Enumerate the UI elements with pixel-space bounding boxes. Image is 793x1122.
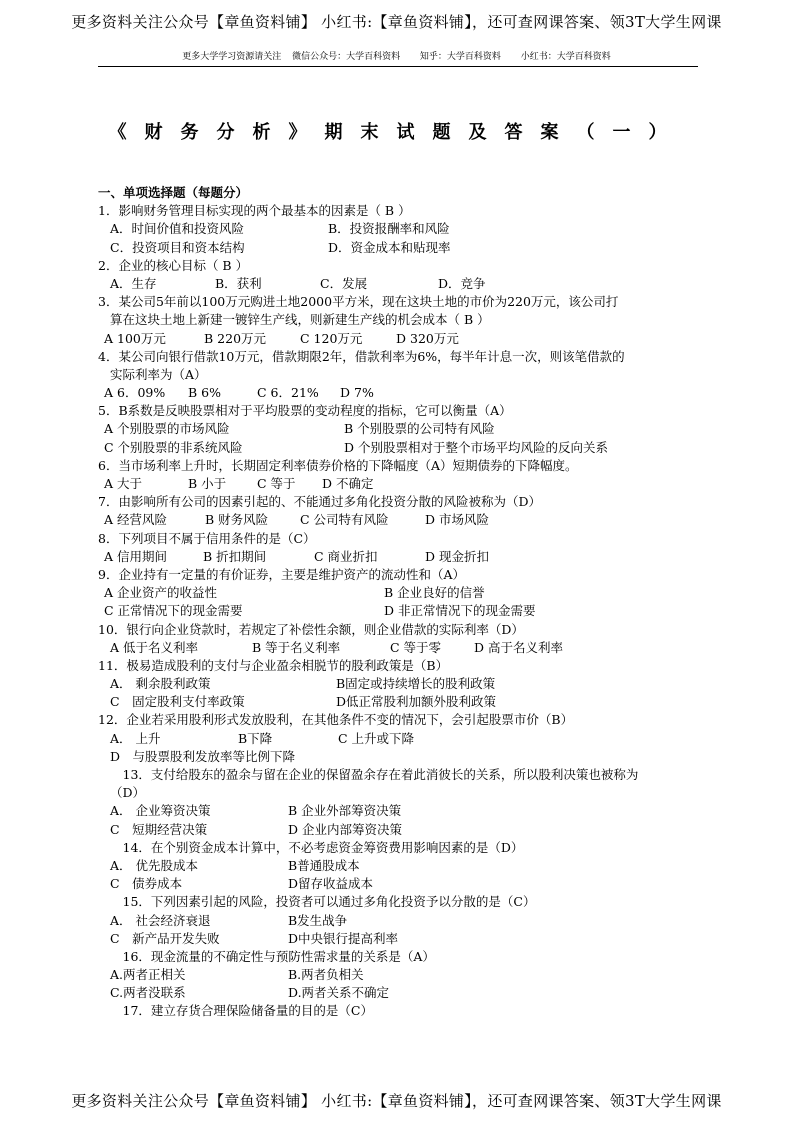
answer-option: D 现金折扣 <box>425 548 489 564</box>
answer-option: A 低于名义利率 <box>110 639 199 655</box>
question-line <box>0 275 793 293</box>
question-line <box>0 239 793 257</box>
answer-option: D 个别股票相对于整个市场平均风险的反向关系 <box>344 439 608 455</box>
line-text: 8．下列项目不属于信用条件的是（C） <box>98 530 316 546</box>
answer-option: B 企业良好的信誉 <box>384 585 485 601</box>
answer-option: B 6% <box>188 385 221 401</box>
answer-option: D中央银行提高利率 <box>288 930 399 946</box>
question-line <box>0 566 793 584</box>
line-text: 15．下列因素引起的风险，投资者可以通过多角化投资予以分散的是（C） <box>110 894 536 910</box>
question-line <box>0 930 793 948</box>
question-line <box>0 402 793 420</box>
header-divider <box>98 66 698 67</box>
section-heading <box>0 184 793 202</box>
answer-option: D 市场风险 <box>425 512 489 528</box>
question-line <box>0 348 793 366</box>
exam-content <box>0 184 793 1021</box>
line-text: 2．企业的核心目标（ B ） <box>98 257 249 273</box>
line-text: 11．极易造成股利的支付与企业盈余相脱节的股利政策是（B） <box>98 657 449 673</box>
promo-banner-top: 更多资料关注公众号【章鱼资料铺】 小红书:【章鱼资料铺】，还可查网课答案、领3T大学生网课 <box>71 13 722 31</box>
line-text: D 与股票股利发放率等比例下降 <box>110 748 296 764</box>
answer-option: C 固定股利支付率政策 <box>110 694 245 710</box>
question-line <box>0 893 793 911</box>
answer-option: A 信用期间 <box>104 548 168 564</box>
answer-option: C．投资项目和资本结构 <box>110 239 245 255</box>
question-line <box>0 602 793 620</box>
line-text: 5．Β系数是反映股票相对于平均股票的变动程度的指标，它可以衡量（A） <box>98 403 512 419</box>
answer-option: B．获利 <box>215 275 262 291</box>
question-line <box>0 293 793 311</box>
answer-option: C 等于零 <box>390 639 442 655</box>
question-line <box>0 511 793 529</box>
line-text: 13．支付给股东的盈余与留在企业的保留盈余存在着此消彼长的关系，所以股利决策也被称为 <box>110 767 639 782</box>
question-line <box>0 530 793 548</box>
answer-option: C 等于 <box>257 476 296 491</box>
answer-option: A.两者正相关 <box>110 967 186 983</box>
line-text: 16．现金流量的不确定性与预防性需求量的关系是（A） <box>110 948 435 964</box>
question-line <box>0 675 793 693</box>
question-line <box>0 330 793 348</box>
line-text: 9．企业持有一定量的有价证券，主要是维护资产的流动性和（A） <box>98 566 465 582</box>
line-text: 14．在个别资金成本计算中，不必考虑资金筹资费用影响因素的是（D） <box>110 839 524 855</box>
answer-option: B．投资报酬率和风险 <box>328 221 450 237</box>
question-line <box>0 621 793 639</box>
answer-option: A． 社会经济衰退 <box>110 912 211 928</box>
question-line <box>0 439 793 457</box>
answer-option: B 220万元 <box>204 330 267 346</box>
answer-option: D 非正常情况下的现金需要 <box>384 603 536 619</box>
answer-option: D低正常股利加额外股利政策 <box>336 694 497 710</box>
question-line <box>0 711 793 729</box>
answer-option: D．竞争 <box>438 275 486 291</box>
answer-option: C 上升或下降 <box>338 730 415 746</box>
answer-option: C 短期经营决策 <box>110 821 208 837</box>
answer-option: C 商业折扣 <box>314 548 378 564</box>
question-line <box>0 748 793 766</box>
answer-option: A 100万元 <box>104 330 166 346</box>
question-line <box>0 984 793 1002</box>
question-line <box>0 657 793 675</box>
question-line <box>0 766 793 784</box>
answer-option: B 小于 <box>188 476 227 491</box>
answer-option: C 120万元 <box>300 330 363 346</box>
answer-option: C 公司特有风险 <box>300 512 389 528</box>
answer-option: D．资金成本和贴现率 <box>328 239 451 255</box>
line-text: 实际利率为（A） <box>110 366 207 382</box>
line-text: 1．影响财务管理目标实现的两个最基本的因素是（ B ） <box>98 203 411 219</box>
answer-option: A 个别股票的市场风险 <box>104 421 230 437</box>
question-line <box>0 493 793 511</box>
answer-option: A 企业资产的收益性 <box>104 585 218 601</box>
answer-option: A．时间价值和投资风险 <box>110 221 245 237</box>
question-line <box>0 257 793 275</box>
answer-option: B下降 <box>238 730 273 746</box>
question-line <box>0 966 793 984</box>
answer-option: B 折扣期间 <box>203 548 267 564</box>
answer-option: D 高于名义利率 <box>474 639 563 655</box>
question-line <box>0 821 793 839</box>
line-text: 7．由影响所有公司的因素引起的、不能通过多角化投资分散的风险被称为（D） <box>98 494 541 510</box>
question-line <box>0 912 793 930</box>
line-text: 3．某公司5年前以100万元购进土地2000平方米，现在这块土地的市价为220万元，该公司打 <box>98 294 619 310</box>
question-line <box>0 693 793 711</box>
answer-option: B普通股成本 <box>288 857 360 873</box>
line-text: （D） <box>110 785 146 801</box>
answer-option: D 企业内部筹资决策 <box>288 821 402 837</box>
line-text: 12．企业若采用股利形式发放股利，在其他条件不变的情况下，会引起股票市价（B） <box>98 712 574 728</box>
question-line <box>0 475 793 493</box>
answer-option: B 个别股票的公司特有风险 <box>344 421 495 437</box>
answer-option: A．生存 <box>110 275 157 291</box>
answer-option: D 不确定 <box>322 476 374 491</box>
answer-option: B 等于名义利率 <box>252 639 341 655</box>
answer-option: D留存收益成本 <box>288 876 374 892</box>
answer-option: C 正常情况下的现金需要 <box>104 603 243 619</box>
answer-option: D.两者关系不确定 <box>288 985 390 1001</box>
answer-option: B 企业外部筹资决策 <box>288 803 402 819</box>
answer-option: B发生战争 <box>288 912 348 928</box>
question-line <box>0 839 793 857</box>
question-line <box>0 730 793 748</box>
answer-option: C 新产品开发失败 <box>110 930 220 946</box>
question-line <box>0 802 793 820</box>
question-line <box>0 857 793 875</box>
question-line <box>0 420 793 438</box>
line-text: 算在这块土地上新建一镀锌生产线，则新建生产线的机会成本（ B ） <box>110 312 490 328</box>
answer-option: D 7% <box>340 385 374 401</box>
line-text: 10．银行向企业贷款时，若规定了补偿性余额，则企业借款的实际利率（D） <box>98 621 524 637</box>
line-text: 一、单项选择题（每题分） <box>98 185 249 200</box>
answer-option: C 6．21% <box>257 385 319 401</box>
question-line <box>0 548 793 566</box>
question-line <box>0 220 793 238</box>
answer-option: A 经营风险 <box>104 512 168 528</box>
question-line <box>0 202 793 220</box>
question-line <box>0 366 793 384</box>
line-text: 17．建立存货合理保险储备量的目的是（C） <box>110 1003 373 1019</box>
question-line <box>0 584 793 602</box>
answer-option: C.两者没联系 <box>110 985 186 1001</box>
question-line <box>0 1002 793 1020</box>
answer-option: B.两者负相关 <box>288 967 364 983</box>
question-line <box>0 384 793 402</box>
answer-option: D 320万元 <box>396 330 459 346</box>
promo-banner-bottom: 更多资料关注公众号【章鱼资料铺】 小红书:【章鱼资料铺】，还可查网课答案、领3T大学生网课 <box>71 1092 722 1110</box>
answer-option: C 个别股票的非系统风险 <box>104 439 243 455</box>
answer-option: C．发展 <box>320 275 368 291</box>
answer-option: B固定或持续增长的股利政策 <box>336 676 496 692</box>
question-line <box>0 639 793 657</box>
answer-option: A 6．09% <box>104 385 166 401</box>
question-line <box>0 948 793 966</box>
answer-option: A． 企业筹资决策 <box>110 803 211 819</box>
line-text: 6．当市场利率上升时，长期固定利率债券价格的下降幅度（A）短期债券的下降幅度。 <box>98 457 578 473</box>
question-line <box>0 311 793 329</box>
document-title: 《财务分析》期末试题及答案（一） <box>108 122 685 143</box>
question-line <box>0 784 793 802</box>
question-line <box>0 875 793 893</box>
answer-option: C 债券成本 <box>110 876 183 892</box>
answer-option: B 财务风险 <box>205 512 269 528</box>
answer-option: A 大于 <box>104 476 143 491</box>
answer-option: A． 剩余股利政策 <box>110 676 211 692</box>
question-line <box>0 457 793 475</box>
line-text: 4．某公司向银行借款10万元，借款期限2年，借款利率为6%，每半年计息一次，则该笔借款的 <box>98 348 625 364</box>
answer-option: A． 上升 <box>110 730 161 746</box>
answer-option: A． 优先股成本 <box>110 857 199 873</box>
page-subheader: 更多大学学习资源请关注 微信公众号：大学百科资料 知乎：大学百科资料 小红书：大学百科资料 <box>182 52 611 62</box>
